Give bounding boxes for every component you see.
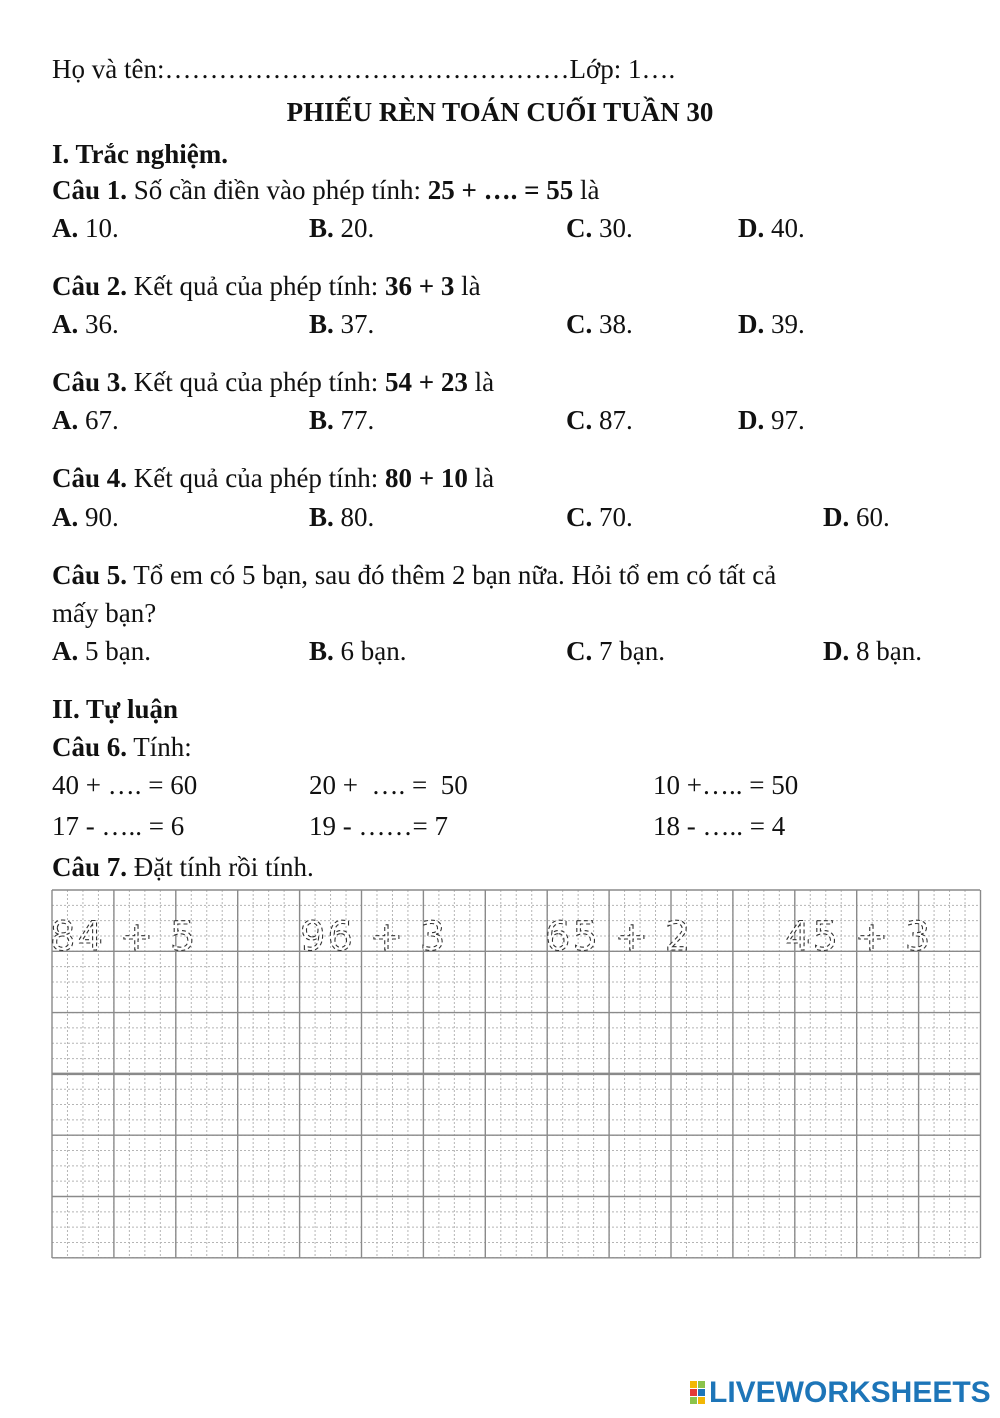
option-value: 77. bbox=[333, 405, 375, 435]
option-value: 7 bạn. bbox=[592, 636, 665, 666]
question-label: Câu 5. bbox=[52, 560, 128, 590]
option-value: 38. bbox=[592, 309, 633, 339]
question-label: Câu 3. bbox=[52, 367, 128, 397]
question-label: Câu 2. bbox=[52, 271, 128, 301]
option-value: 97. bbox=[764, 405, 805, 435]
calc-item[interactable]: 20 + …. = 50 bbox=[309, 770, 468, 800]
calc-item[interactable]: 40 + …. = 60 bbox=[52, 770, 198, 800]
option-letter: C. bbox=[566, 309, 593, 339]
option-letter: C. bbox=[566, 636, 593, 666]
question-text: Tính: bbox=[127, 732, 192, 762]
option-letter: D. bbox=[738, 405, 765, 435]
question-expression: 80 + 10 bbox=[384, 463, 468, 493]
option-letter: C. bbox=[566, 405, 593, 435]
option-letter: A. bbox=[52, 636, 79, 666]
option-value: 39. bbox=[764, 309, 805, 339]
question-expression: 36 + 3 bbox=[384, 271, 455, 301]
calc-item[interactable]: 10 +….. = 50 bbox=[653, 770, 799, 800]
option-letter: A. bbox=[52, 309, 79, 339]
option-value: 6 bạn. bbox=[333, 636, 407, 666]
section-2-heading: II. Tự luận bbox=[52, 694, 179, 724]
option-letter: B. bbox=[309, 502, 334, 532]
exercise-text: 65 + 2 bbox=[545, 914, 693, 960]
option-letter: A. bbox=[52, 502, 79, 532]
logo-mark-icon bbox=[690, 1381, 706, 1405]
option-value: 5 bạn. bbox=[78, 636, 151, 666]
option-letter: B. bbox=[309, 636, 334, 666]
question-5-continued: mấy bạn? bbox=[52, 598, 157, 628]
option-value: 90. bbox=[78, 502, 119, 532]
option-letter: C. bbox=[566, 213, 593, 243]
question-text: Số cần điền vào phép tính: bbox=[127, 175, 428, 205]
question-suffix: là bbox=[467, 367, 495, 397]
question-text: Kết quả của phép tính: bbox=[127, 463, 385, 493]
exercise-text: 96 + 3 bbox=[300, 914, 448, 960]
option-letter: D. bbox=[738, 213, 765, 243]
exercise-text: 84 + 5 bbox=[50, 914, 198, 960]
question-label: Câu 4. bbox=[52, 463, 128, 493]
question-label: Câu 1. bbox=[52, 175, 128, 205]
option-letter: B. bbox=[309, 309, 334, 339]
option-value: 37. bbox=[333, 309, 375, 339]
question-label: Câu 7. bbox=[52, 852, 128, 882]
option-value: 30. bbox=[592, 213, 633, 243]
option-letter: A. bbox=[52, 213, 79, 243]
calc-item[interactable]: 17 - ….. = 6 bbox=[52, 811, 185, 841]
page-title: PHIẾU RÈN TOÁN CUỐI TUẦN 30 bbox=[286, 97, 714, 127]
question-text: Đặt tính rồi tính. bbox=[127, 852, 314, 882]
calc-item[interactable]: 18 - ….. = 4 bbox=[653, 811, 786, 841]
question-text: Kết quả của phép tính: bbox=[127, 271, 385, 301]
option-letter: D. bbox=[738, 309, 765, 339]
option-letter: C. bbox=[566, 502, 593, 532]
option-value: 67. bbox=[78, 405, 119, 435]
section-1-heading: I. Trắc nghiệm. bbox=[52, 139, 229, 169]
option-value: 10. bbox=[78, 213, 119, 243]
option-letter: D. bbox=[823, 636, 850, 666]
question-label: Câu 6. bbox=[52, 732, 128, 762]
question-suffix: là bbox=[467, 463, 495, 493]
question-expression: 54 + 23 bbox=[384, 367, 468, 397]
option-value: 8 bạn. bbox=[849, 636, 922, 666]
question-text: Tổ em có 5 bạn, sau đó thêm 2 bạn nữa. Hỏi tổ em có tất cả bbox=[127, 560, 777, 590]
option-value: 36. bbox=[78, 309, 119, 339]
calc-item[interactable]: 19 - ……= 7 bbox=[309, 811, 448, 841]
liveworksheets-logo bbox=[690, 1378, 991, 1408]
option-letter: A. bbox=[52, 405, 79, 435]
name-class-line: Họ và tên:………………………………………Lớp: 1…. bbox=[52, 54, 676, 84]
question-text: Kết quả của phép tính: bbox=[127, 367, 385, 397]
option-value: 20. bbox=[333, 213, 375, 243]
question-expression: 25 + …. = 55 bbox=[427, 175, 574, 205]
exercise-text: 45 + 3 bbox=[785, 914, 933, 960]
question-suffix: là bbox=[573, 175, 600, 205]
option-value: 40. bbox=[764, 213, 805, 243]
option-value: 70. bbox=[592, 502, 633, 532]
option-letter: B. bbox=[309, 213, 334, 243]
option-value: 80. bbox=[333, 502, 375, 532]
question-suffix: là bbox=[454, 271, 481, 301]
option-value: 60. bbox=[849, 502, 890, 532]
option-value: 87. bbox=[592, 405, 633, 435]
option-letter: B. bbox=[309, 405, 334, 435]
option-letter: D. bbox=[823, 502, 850, 532]
logo-text: LIVEWORKSHEETS bbox=[709, 1376, 991, 1409]
